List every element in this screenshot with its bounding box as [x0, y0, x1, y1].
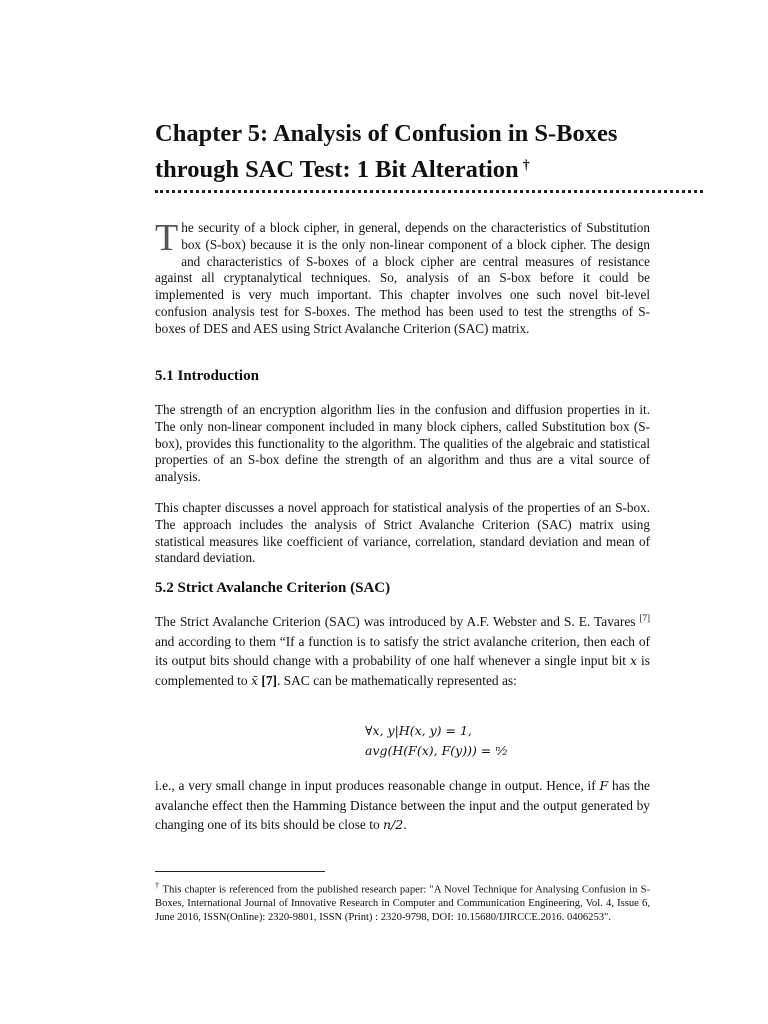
- equation-line-1: [365, 722, 472, 741]
- citation-ref-2: [7]: [258, 672, 277, 688]
- intro-paragraph-2: This chapter discusses a novel approach for statistical analysis of the properties of an S-box. The approach includes the analysis of Strict Avalanche Criterion (SAC) matrix using statistical measures like coefficient of variance, correlation, standard deviation and mean of standard deviation.: [155, 500, 650, 566]
- dotted-divider: [155, 190, 703, 193]
- dropcap: T: [155, 217, 179, 259]
- equation-2-text: avg(H(F(x), F(y))) = ⁿ⁄₂: [365, 743, 508, 758]
- chapter-title-line1: Chapter 5: Analysis of Confusion in S-Boxes: [155, 120, 618, 147]
- sac-paragraph-2: [155, 776, 650, 835]
- footnote: [155, 879, 650, 924]
- abstract-text: he security of a block cipher, in general, depends on the characteristics of Substitution box (S-box) because it is the only non-linear component of a block cipher. The design and characteristics of S-boxes of a block cipher are central measures of resistance against all cryptanalytical techniques. So, analysis of an S-box before it could be implemented is very much important. This chapter involves one such novel bit-level confusion analysis test for S-boxes. The method has been used to test the strengths of S-boxes of DES and AES using Strict Avalanche Criterion (SAC) matrix.: [155, 220, 650, 336]
- intro-paragraph-1: The strength of an encryption algorithm lies in the confusion and diffusion properties in it. The only non-linear component included in many block ciphers, called Substitution box (S-box), provides this functionality to the algorithm. The qualities of the algebraic and statistical properties of an S-box define the strength of an algorithm and thus are a vital source of analysis.: [155, 402, 650, 485]
- sac-text-c: is complemented to: [155, 653, 650, 688]
- citation-ref: [7]: [639, 613, 650, 623]
- footnote-rule: [155, 871, 325, 872]
- sac-text-d: . SAC can be mathematically represented as:: [276, 672, 517, 688]
- math-n-half: n/2: [382, 817, 404, 832]
- math-x: x: [630, 653, 638, 668]
- math-F: F: [599, 778, 609, 793]
- equation-line-2: [365, 742, 507, 761]
- chapter-title-line2: through SAC Test: 1 Bit Alteration: [155, 156, 519, 183]
- sac-text-b: and according to them “If a function is to satisfy the strict avalanche criterion, then each of its output bits should change with a probability of one half whenever a single input bit: [155, 633, 650, 668]
- chapter-abstract: [155, 217, 650, 338]
- chapter-title: [155, 116, 675, 188]
- section-heading-introduction: 5.1 Introduction: [155, 368, 259, 384]
- sac2-text-b: has the avalanche effect then the Hamming Distance between the input and the output generated by changing one of its bits should be close to: [155, 778, 650, 832]
- section-heading-sac: 5.2 Strict Avalanche Criterion (SAC): [155, 580, 391, 596]
- footnote-mark: †: [155, 881, 160, 890]
- sac-paragraph-1: [155, 612, 650, 690]
- footnote-text: This chapter is referenced from the published research paper: "A Novel Technique for Analysing Confusion in S-Boxes, International Journal of Innovative Research in Computer and Communication Engineering, Vol. 4, Issue 6, June 2016, ISSN(Online): 2320-9801, ISSN (Print) : 2320-9798, DOI: 10.15680/IJIRCCE.2016. 0406253".: [155, 884, 651, 923]
- equation-1-text: ∀x, y|H(x, y) = 1,: [365, 723, 472, 738]
- title-footnote-mark: †: [522, 158, 530, 173]
- sac2-text-c: .: [403, 817, 407, 832]
- sac-text-a: The Strict Avalanche Criterion (SAC) was introduced by A.F. Webster and S. E. Tavares: [155, 614, 640, 629]
- sac2-text-a: i.e., a very small change in input produces reasonable change in output. Hence, if: [155, 778, 600, 793]
- math-xbar: x̄: [250, 672, 259, 688]
